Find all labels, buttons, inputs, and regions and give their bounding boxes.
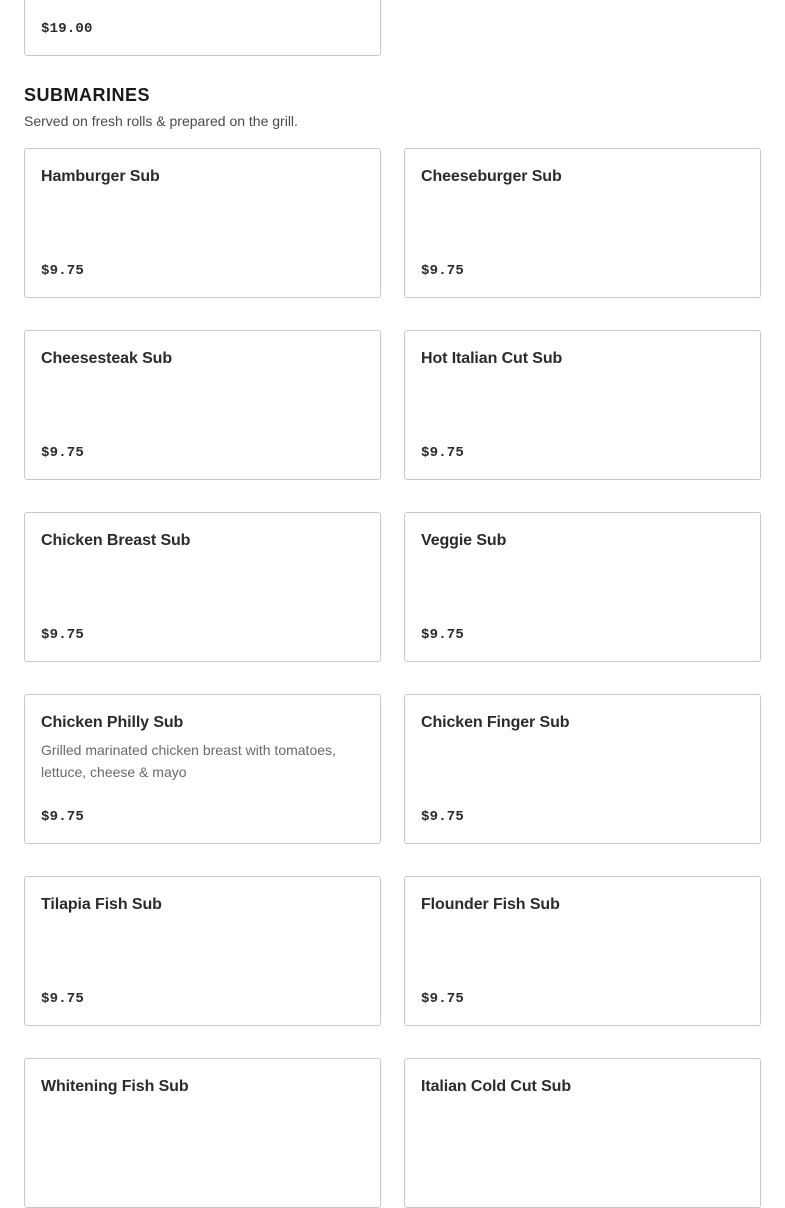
item-name: Italian Cold Cut Sub (421, 1078, 571, 1095)
item-price: $9.75 (421, 445, 465, 461)
item-price: $9.75 (421, 627, 465, 643)
menu-item-card[interactable] (404, 1058, 761, 1208)
item-name: Tilapia Fish Sub (41, 896, 162, 913)
menu-item-card[interactable] (404, 148, 761, 298)
menu-item-card[interactable] (24, 0, 381, 56)
item-price: $9.75 (41, 263, 85, 279)
menu-item-card[interactable] (24, 148, 381, 298)
menu-item-card[interactable] (24, 330, 381, 480)
menu-item-card[interactable] (24, 694, 381, 844)
menu-item-card[interactable] (404, 876, 761, 1026)
item-name: Hamburger Sub (41, 168, 160, 185)
item-description: Grilled marinated chicken breast with tomatoes, lettuce, cheese & mayo (41, 742, 336, 780)
item-price: $9.75 (421, 991, 465, 1007)
section-subtitle: Served on fresh rolls & prepared on the grill. (24, 113, 298, 129)
previous-section-grid (24, 0, 761, 56)
menu-item-card[interactable] (404, 694, 761, 844)
item-name: Chicken Breast Sub (41, 532, 191, 549)
item-name: Chicken Finger Sub (421, 714, 570, 731)
menu-items-grid (24, 148, 761, 1208)
item-name: Cheeseburger Sub (421, 168, 562, 185)
menu-item-card[interactable] (404, 512, 761, 662)
item-name: Hot Italian Cut Sub (421, 350, 563, 367)
menu-item-card[interactable] (24, 1058, 381, 1208)
menu-item-card[interactable] (24, 876, 381, 1026)
item-price: $9.75 (421, 263, 465, 279)
item-name: Whitening Fish Sub (41, 1078, 189, 1095)
item-price: $9.75 (421, 809, 465, 825)
item-price: $19.00 (41, 21, 93, 37)
item-price: $9.75 (41, 627, 85, 643)
item-price: $9.75 (41, 809, 85, 825)
menu-item-card[interactable] (24, 512, 381, 662)
item-name: Chicken Philly Sub (41, 714, 184, 731)
item-name: Cheesesteak Sub (41, 350, 173, 367)
item-name: Flounder Fish Sub (421, 896, 560, 913)
menu-item-card[interactable] (404, 330, 761, 480)
item-name: Veggie Sub (421, 532, 507, 549)
section-header (24, 84, 785, 130)
item-price: $9.75 (41, 445, 85, 461)
section-title: SUBMARINES (24, 85, 151, 105)
item-price: $9.75 (41, 991, 85, 1007)
